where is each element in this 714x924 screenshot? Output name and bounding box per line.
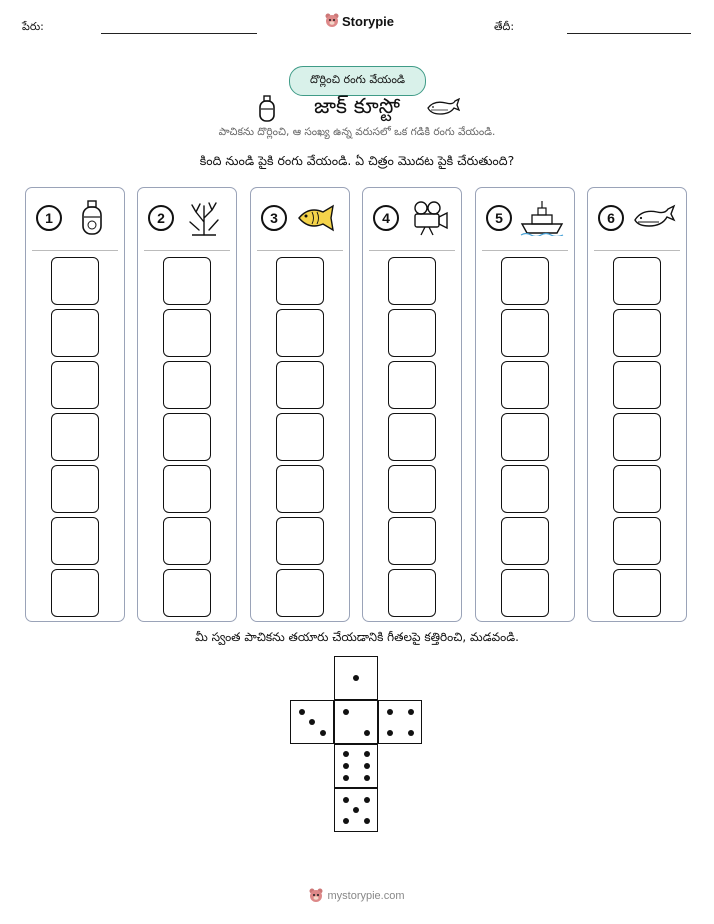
coloring-cell[interactable] [163,569,211,617]
pip [320,730,326,736]
die-face-2 [334,700,378,744]
coloring-cell[interactable] [613,413,661,461]
die-face-3 [290,700,334,744]
pip [387,730,393,736]
date-label: తేదీ: [494,20,515,33]
cut-fold-instruction: మీ స్వంత పాచికను తయారు చేయడానికి గీతలపై కత్తిరించి, మడవండి. [195,630,519,644]
column-separator [482,250,568,251]
pip [364,775,370,781]
coloring-cell[interactable] [276,569,324,617]
coloring-cell[interactable] [613,257,661,305]
coloring-cell[interactable] [276,465,324,513]
name-line[interactable] [101,33,257,34]
column-3 [250,187,350,622]
coloring-cell[interactable] [501,309,549,357]
coloring-cell[interactable] [613,361,661,409]
pip [299,709,305,715]
pip [343,709,349,715]
column-separator [144,250,230,251]
footer [0,888,714,904]
column-number: 4 [373,205,399,231]
pip [343,797,349,803]
whale-icon [632,200,676,236]
coloring-cell[interactable] [163,465,211,513]
coloring-cell[interactable] [276,257,324,305]
name-label: పేరు: [22,20,44,33]
die-face-5 [334,788,378,832]
coloring-cell[interactable] [388,361,436,409]
bear-icon [309,888,323,904]
coloring-cell[interactable] [501,465,549,513]
coloring-cell[interactable] [613,569,661,617]
column-separator [369,250,455,251]
activity-badge [289,66,426,96]
pip [353,675,359,681]
fish-icon [295,200,339,236]
coloring-cell[interactable] [51,257,99,305]
page-title: జాక్ కూస్టో [313,94,401,118]
coloring-cell[interactable] [501,361,549,409]
pip [364,818,370,824]
coloring-cell[interactable] [51,309,99,357]
footer-url[interactable]: mystorypie.com [327,890,405,902]
column-separator [594,250,680,251]
coloring-cell[interactable] [163,413,211,461]
pip [343,751,349,757]
pip [309,719,315,725]
whale-icon [426,98,460,118]
pip [364,751,370,757]
pip [408,709,414,715]
column-2 [137,187,237,622]
column-1 [25,187,125,622]
column-4 [362,187,462,622]
scuba-tank-icon [70,200,114,236]
column-6 [587,187,687,622]
coloring-cell[interactable] [613,517,661,565]
coloring-cell[interactable] [501,413,549,461]
coloring-cell[interactable] [276,413,324,461]
coloring-cell[interactable] [388,413,436,461]
coloring-cell[interactable] [388,257,436,305]
coloring-cell[interactable] [276,361,324,409]
pip [364,763,370,769]
coloring-cell[interactable] [388,465,436,513]
column-separator [32,250,118,251]
column-number: 5 [486,205,512,231]
pip [353,807,359,813]
column-number: 2 [148,205,174,231]
movie-camera-icon [407,200,451,236]
pip [408,730,414,736]
brand-name: Storypie [342,13,395,29]
subtitle: పాచికను దొర్లించి, ఆ సంఖ్య ఉన్న వరుసలో ఒక గడికి రంగు వేయండి. [218,126,496,138]
coloring-cell[interactable] [276,309,324,357]
coloring-cell[interactable] [51,361,99,409]
coloring-cell[interactable] [163,361,211,409]
coloring-cell[interactable] [163,517,211,565]
coloring-cell[interactable] [51,569,99,617]
coloring-cell[interactable] [501,569,549,617]
coloring-cell[interactable] [51,517,99,565]
column-number: 3 [261,205,287,231]
coloring-cell[interactable] [613,309,661,357]
pip [387,709,393,715]
coral-icon [182,200,226,236]
coloring-cell[interactable] [51,413,99,461]
pip [364,797,370,803]
coloring-cell[interactable] [388,569,436,617]
coloring-cell[interactable] [163,257,211,305]
die-face-1 [334,656,378,700]
brand-logo [325,13,394,29]
die-face-4 [378,700,422,744]
coloring-cell[interactable] [613,465,661,513]
coloring-cell[interactable] [163,309,211,357]
column-number: 6 [598,205,624,231]
ship-icon [520,200,564,236]
pip [364,730,370,736]
coloring-cell[interactable] [501,257,549,305]
date-line[interactable] [567,33,691,34]
badge-text: దొర్లించి రంగు వేయండి [309,73,406,86]
question: కింది నుండి పైకి రంగు వేయండి. ఏ చిత్రం మొదట పైకి చేరుతుంది? [199,153,515,168]
column-separator [257,250,343,251]
die-face-6 [334,744,378,788]
coloring-cell[interactable] [501,517,549,565]
coloring-cell[interactable] [388,309,436,357]
pip [343,775,349,781]
pip [343,818,349,824]
column-number: 1 [36,205,62,231]
coloring-cell[interactable] [388,517,436,565]
column-5 [475,187,575,622]
pip [343,763,349,769]
coloring-cell[interactable] [51,465,99,513]
bear-icon [325,13,339,29]
coloring-cell[interactable] [276,517,324,565]
